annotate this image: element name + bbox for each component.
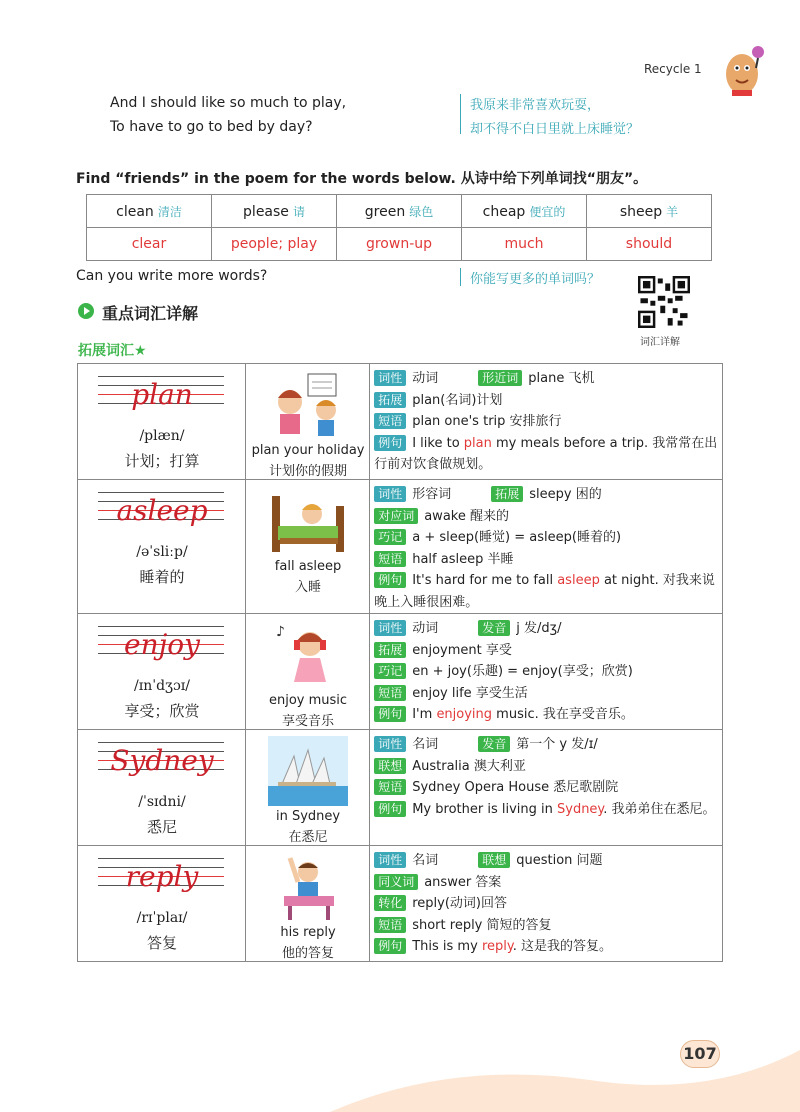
- picture-caption-en: fall asleep: [274, 559, 342, 574]
- example-highlight: plan: [463, 435, 492, 451]
- info-tag: 短语: [374, 413, 406, 429]
- word-meaning: 计划；打算: [124, 452, 200, 470]
- picture-cell: [245, 364, 370, 480]
- word-cell: [78, 364, 246, 480]
- example-text: My brother is living in: [412, 801, 557, 817]
- section-title: 重点词汇详解: [102, 304, 199, 323]
- word-meaning: 享受；欣赏: [124, 702, 200, 720]
- svg-text:♪: ♪: [275, 624, 285, 640]
- info-tag: 转化: [374, 895, 406, 911]
- word-cell: [78, 846, 246, 962]
- info-tag: 短语: [374, 917, 406, 933]
- vocab-entry-enjoy: [78, 614, 723, 730]
- word-meaning: 答复: [146, 934, 177, 952]
- info-tag: 拓展: [491, 486, 523, 502]
- example-text: my meals before a trip. 我常常在出行前对饮食做规划。: [374, 435, 718, 472]
- word-en: clean: [116, 203, 154, 220]
- friends-answer: should: [587, 228, 712, 261]
- friends-answer: people; play: [212, 228, 337, 261]
- info-tag: 词性: [374, 620, 406, 636]
- info-row: [374, 549, 718, 571]
- friends-cell: [212, 195, 337, 228]
- word-phonetic: /ˈsɪdni/: [138, 794, 186, 810]
- decorative-wave: [330, 1040, 800, 1112]
- info-text: short reply 简短的答复: [412, 917, 552, 933]
- info-tag: 例句: [374, 706, 406, 722]
- info-tag: 联想: [374, 758, 406, 774]
- page-number: 107: [680, 1040, 720, 1068]
- example-highlight: Sydney: [557, 801, 604, 817]
- info-tag: 发音: [478, 620, 510, 636]
- friends-cell: [587, 195, 712, 228]
- word-cell: [78, 480, 246, 614]
- friends-word-row: [87, 195, 712, 228]
- example-text: music. 我在享受音乐。: [492, 707, 634, 722]
- friends-answer: clear: [87, 228, 212, 261]
- word-phonetic: /rɪˈplaɪ/: [136, 910, 188, 926]
- word-cell: [78, 730, 246, 846]
- picture-cell: [245, 730, 370, 846]
- poem-divider: [460, 94, 461, 134]
- info-text: j 发/dʒ/: [516, 621, 562, 636]
- info-text: plan(名词)计划: [412, 392, 503, 408]
- info-text: enjoyment 享受: [412, 642, 512, 658]
- example-row: [374, 570, 718, 613]
- info-text: en + joy(乐趣) = enjoy(享受；欣赏): [412, 664, 633, 679]
- friends-cell: [337, 195, 462, 228]
- word-zh: 清洁: [157, 204, 182, 219]
- info-text: plane 飞机: [528, 371, 595, 386]
- example-text: . 我弟弟住在悉尼。: [603, 801, 716, 817]
- info-row: [374, 484, 718, 506]
- word-cell: [78, 614, 246, 730]
- info-cell: [370, 730, 723, 846]
- word-zh: 便宜的: [529, 204, 566, 219]
- info-text: enjoy life 享受生活: [412, 685, 528, 701]
- kids-planning-illustration: [268, 370, 348, 440]
- picture-cell: [245, 846, 370, 962]
- info-tag: 联想: [478, 852, 510, 868]
- vocab-entry-sydney: [78, 730, 723, 846]
- info-row: [374, 506, 718, 528]
- poem-line-zh: 我原来非常喜欢玩耍，: [470, 98, 601, 113]
- info-tag: 巧记: [374, 663, 406, 679]
- info-tag: 例句: [374, 572, 406, 588]
- more-words-question: Can you write more words?: [76, 268, 268, 284]
- example-row: [374, 936, 718, 958]
- word-phonetic: /ɪnˈdʒɔɪ/: [134, 678, 190, 694]
- friends-cell: [462, 195, 587, 228]
- info-text: 动词: [412, 371, 439, 386]
- info-text: Australia 澳大利亚: [412, 758, 526, 774]
- example-row: [374, 704, 718, 726]
- info-text: half asleep 半睡: [412, 551, 514, 567]
- qr-code-icon[interactable]: [638, 276, 690, 328]
- example-row: [374, 433, 718, 476]
- more-words-divider: [460, 268, 461, 286]
- example-text: I'm: [412, 707, 437, 722]
- word-zh: 绿色: [409, 204, 434, 219]
- section-subtitle: 拓展词汇★: [78, 343, 147, 359]
- info-tag: 短语: [374, 551, 406, 567]
- vocab-entry-asleep: [78, 480, 723, 614]
- info-tag: 词性: [374, 370, 406, 386]
- example-text: It's hard for me to fall: [412, 573, 558, 588]
- word-phonetic: /plæn/: [139, 428, 185, 444]
- info-cell: [370, 364, 723, 480]
- info-tag: 例句: [374, 435, 406, 451]
- picture-caption-zh: 他的答复: [282, 946, 335, 961]
- picture-caption-en: plan your holiday: [251, 443, 365, 458]
- info-text: sleepy 困的: [529, 487, 602, 502]
- info-row: [374, 411, 718, 433]
- info-text: 第一个 y 发/ɪ/: [516, 737, 598, 752]
- info-row: [374, 527, 718, 549]
- info-tag: 短语: [374, 685, 406, 701]
- info-text: reply(动词)回答: [412, 896, 507, 911]
- example-text: This is my: [412, 939, 482, 954]
- info-tag: 词性: [374, 486, 406, 502]
- info-row: [374, 915, 718, 937]
- info-cell: [370, 614, 723, 730]
- example-highlight: enjoying: [436, 707, 493, 722]
- info-text: plan one's trip 安排旅行: [412, 414, 562, 429]
- info-text: question 问题: [516, 853, 603, 868]
- info-row: [374, 618, 718, 640]
- info-text: 名词: [412, 737, 439, 752]
- word-en: green: [364, 203, 406, 220]
- info-text: answer 答案: [424, 874, 502, 890]
- picture-caption-en: enjoy music: [269, 693, 348, 708]
- info-text: 形容词: [412, 487, 452, 502]
- sleeping-boy-illustration: [268, 486, 348, 556]
- info-text: Sydney Opera House 悉尼歌剧院: [412, 780, 619, 795]
- friends-table: [86, 194, 712, 261]
- poem-line-en: And I should like so much to play,: [110, 95, 347, 111]
- friends-answer: much: [462, 228, 587, 261]
- info-row: [374, 368, 718, 390]
- info-text: 名词: [412, 853, 439, 868]
- info-row: [374, 661, 718, 683]
- info-tag: 短语: [374, 779, 406, 795]
- info-tag: 形近词: [478, 370, 522, 386]
- example-text: . 这是我的答复。: [512, 939, 612, 954]
- info-row: [374, 683, 718, 705]
- word-meaning: 悉尼: [146, 818, 177, 836]
- girl-with-headphones-illustration: [268, 620, 348, 690]
- word-handwritten: enjoy: [124, 628, 200, 661]
- picture-caption-zh: 享受音乐: [282, 714, 335, 729]
- word-meaning: 睡着的: [139, 568, 185, 586]
- info-text: a + sleep(睡觉) = asleep(睡着的): [412, 530, 622, 545]
- picture-caption-zh: 入睡: [295, 580, 322, 595]
- vocab-entry-reply: [78, 846, 723, 962]
- info-row: [374, 872, 718, 894]
- picture-caption-zh: 在悉尼: [288, 830, 328, 845]
- info-tag: 拓展: [374, 642, 406, 658]
- sydney-opera-house-illustration: [268, 736, 348, 806]
- info-row: [374, 777, 718, 799]
- info-tag: 词性: [374, 852, 406, 868]
- example-row: [374, 799, 718, 821]
- picture-caption-en: in Sydney: [275, 809, 341, 824]
- friends-cell: [87, 195, 212, 228]
- word-handwritten: plan: [131, 378, 193, 411]
- word-en: sheep: [619, 203, 663, 220]
- section-header-label: Recycle 1: [644, 62, 702, 76]
- poem-line-zh: 却不得不白日里就上床睡觉？: [470, 122, 640, 137]
- info-tag: 拓展: [374, 392, 406, 408]
- find-friends-title: Find “friends” in the poem for the words below. 从诗中给下列单词找“朋友”。: [76, 171, 648, 187]
- info-row: [374, 756, 718, 778]
- play-bullet-icon: [78, 303, 94, 319]
- info-tag: 对应词: [374, 508, 418, 524]
- info-text: 动词: [412, 621, 439, 636]
- friends-answer-row: [87, 228, 712, 261]
- info-tag: 词性: [374, 736, 406, 752]
- info-cell: [370, 480, 723, 614]
- example-text: at night. 对我来说晚上入睡很困难。: [374, 573, 715, 610]
- word-handwritten: reply: [125, 860, 199, 893]
- word-en: please: [243, 203, 289, 220]
- info-tag: 例句: [374, 801, 406, 817]
- poem-line-en: To have to go to bed by day?: [110, 119, 313, 135]
- info-row: [374, 893, 718, 915]
- mascot-illustration: [712, 40, 772, 100]
- picture-cell: [245, 614, 370, 730]
- vocab-entry-plan: [78, 364, 723, 480]
- boy-raising-hand-illustration: [268, 852, 348, 922]
- more-words-question-zh: 你能写更多的单词吗？: [470, 272, 601, 287]
- word-handwritten: asleep: [116, 494, 208, 527]
- info-tag: 巧记: [374, 529, 406, 545]
- example-text: I like to: [412, 435, 464, 451]
- example-highlight: asleep: [557, 573, 600, 588]
- info-row: [374, 850, 718, 872]
- qr-code-label: 词汇详解: [640, 337, 680, 348]
- example-highlight: reply: [481, 939, 513, 954]
- word-zh: 请: [292, 204, 305, 219]
- info-cell: [370, 846, 723, 962]
- word-en: cheap: [482, 203, 526, 220]
- picture-caption-zh: 计划你的假期: [269, 464, 348, 479]
- info-row: [374, 734, 718, 756]
- info-tag: 发音: [478, 736, 510, 752]
- word-handwritten: Sydney: [110, 744, 214, 777]
- friends-answer: grown-up: [337, 228, 462, 261]
- info-tag: 例句: [374, 938, 406, 954]
- picture-caption-en: his reply: [280, 925, 336, 940]
- vocabulary-table: [77, 363, 723, 962]
- info-row: [374, 640, 718, 662]
- info-row: [374, 390, 718, 412]
- info-tag: 同义词: [374, 874, 418, 890]
- word-phonetic: /əˈsliːp/: [136, 544, 188, 560]
- word-zh: 羊: [666, 204, 679, 219]
- info-text: awake 醒来的: [424, 508, 509, 524]
- picture-cell: [245, 480, 370, 614]
